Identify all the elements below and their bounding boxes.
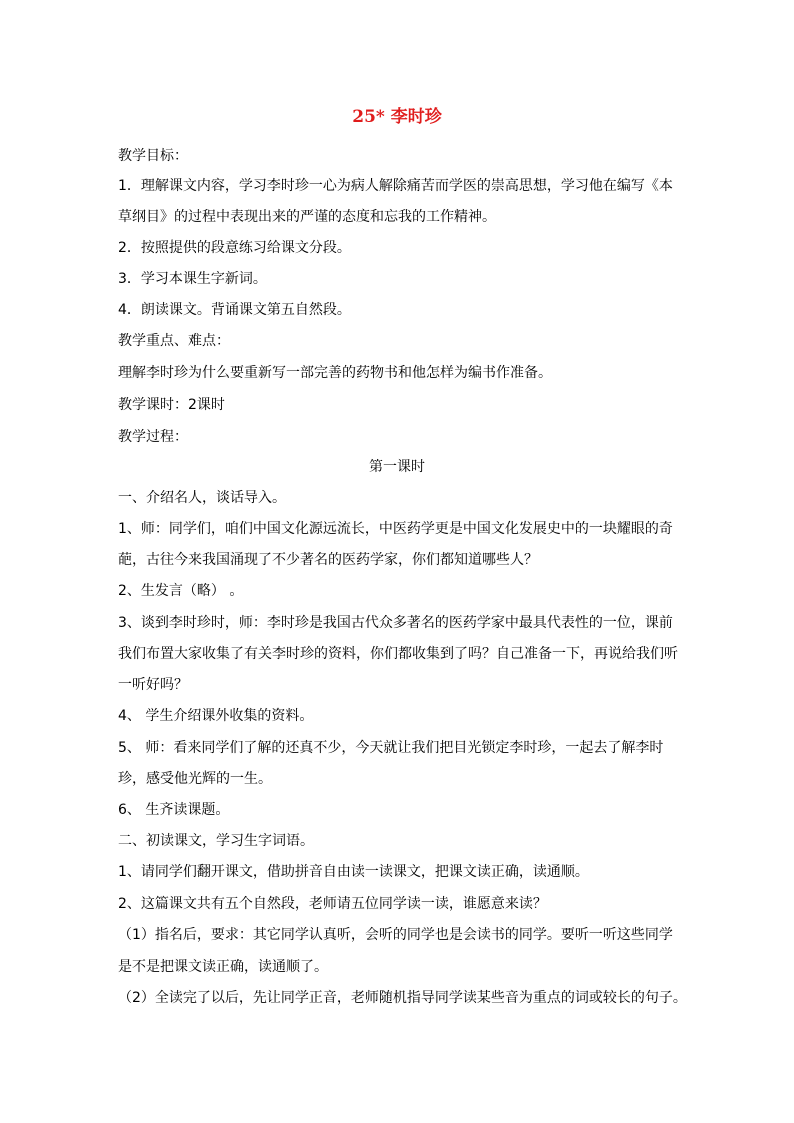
objective-1-line-2: 草纲目》的过程中表现出来的严谨的态度和忘我的工作精神。 [118,209,496,225]
objective-3: 3．学习本课生字新词。 [118,271,267,287]
part-1-heading: 一、介绍名人，谈话导入。 [118,490,286,506]
part-2-step-2: 2、这篇课文共有五个自然段，老师请五位同学读一读，谁愿意来读？ [118,896,547,912]
part-2-heading: 二、初读课文，学习生字词语。 [118,833,314,849]
objective-1-line-1: 1．理解课文内容，学习李时珍一心为病人解除痛苦而学医的崇高思想，学习他在编写《本 [118,178,673,194]
step-2: 2、生发言（略） 。 [118,583,244,599]
substep-1-line-2: 是不是把课文读正确，读通顺了。 [118,959,328,975]
step-3-line-2: 我们布置大家收集了有关李时珍的资料，你们都收集到了吗？自己准备一下，再说给我们听 [118,646,678,662]
objective-2: 2．按照提供的段意练习给课文分段。 [118,240,351,256]
step-1-line-2: 葩，古往今来我国涌现了不少著名的医药学家，你们都知道哪些人？ [118,552,538,568]
substep-2: （2）全读完了以后，先让同学正音，老师随机指导同学读某些音为重点的词或较长的句子。 [118,990,687,1006]
step-5-line-2: 珍，感受他光辉的一生。 [118,771,272,787]
objective-4: 4．朗读课文。背诵课文第五自然段。 [118,302,351,318]
step-5-line-1: 5、 师：看来同学们了解的还真不少，今天就让我们把目光锁定李时珍，一起去了解李时 [118,740,664,756]
heading-key-points: 教学重点、难点： [118,333,230,349]
lesson-title: 25* 李时珍 [352,107,442,127]
part-2-step-1: 1、请同学们翻开课文，借助拼音自由读一读课文，把课文读正确，读通顺。 [118,864,589,880]
heading-objectives: 教学目标： [118,148,188,164]
substep-1-line-1: （1）指名后，要求：其它同学认真听，会听的同学也是会读书的同学。要听一听这些同学 [118,927,673,943]
step-3-line-1: 3、谈到李时珍时，师：李时珍是我国古代众多著名的医药学家中最具代表性的一位，课前 [118,615,673,631]
step-1-line-1: 1、师：同学们，咱们中国文化源远流长，中医药学更是中国文化发展史中的一块耀眼的奇 [118,521,673,537]
heading-process: 教学过程： [118,429,188,445]
key-points-text: 理解李时珍为什么要重新写一部完善的药物书和他怎样为编书作准备。 [118,365,552,381]
step-4: 4、 学生介绍课外收集的资料。 [118,708,314,724]
section-first-lesson: 第一课时 [369,459,425,475]
step-3-line-3: 一听好吗？ [118,677,188,693]
lesson-hours: 教学课时：2课时 [118,397,225,413]
step-6: 6、 生齐读课题。 [118,802,230,818]
